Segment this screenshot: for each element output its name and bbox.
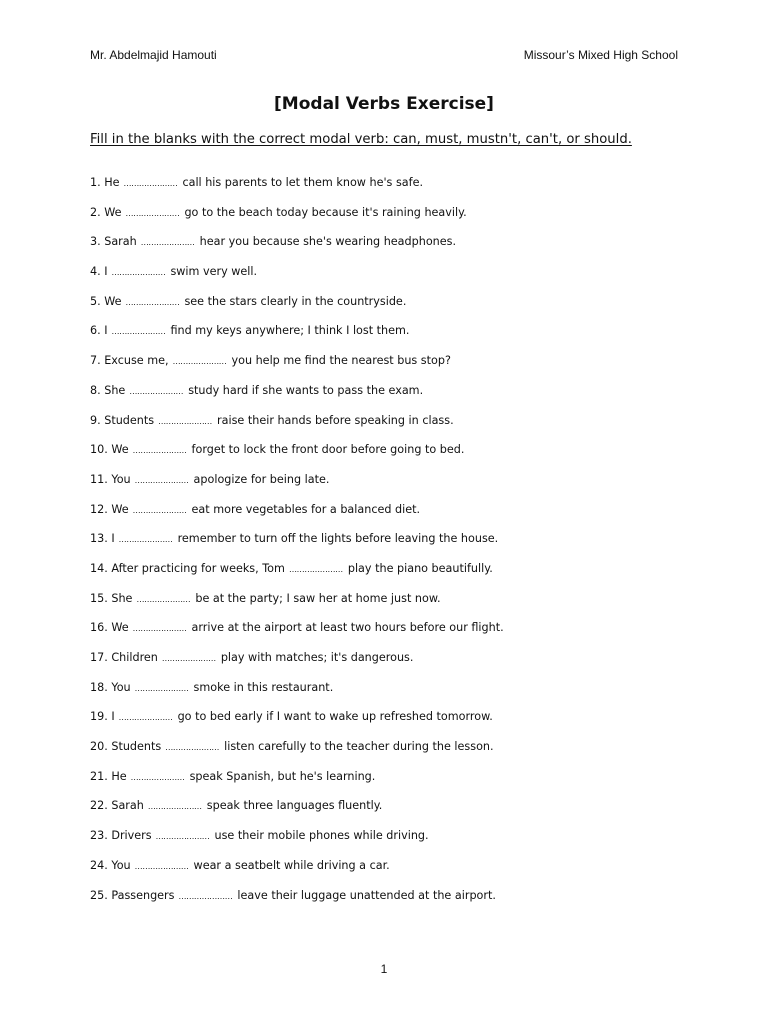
question-text-before: 23. Drivers — [90, 829, 152, 843]
question-item — [90, 739, 690, 769]
question-text-before: 22. Sarah — [90, 799, 144, 813]
question-item — [90, 561, 690, 591]
question-text-after: remember to turn off the lights before leaving the house. — [177, 532, 499, 546]
answer-blank: ………………… — [165, 743, 220, 753]
answer-blank: ………………… — [161, 654, 216, 663]
question-text-before: 19. I — [90, 710, 115, 724]
question-text-after: study hard if she wants to pass the exam. — [188, 383, 424, 397]
question-item — [90, 888, 690, 918]
question-text-after: see the stars clearly in the countryside. — [184, 294, 407, 308]
question-item — [90, 798, 690, 828]
question-text-before: 21. He — [90, 769, 127, 783]
question-text-before: 13. I — [90, 532, 115, 546]
question-text-before: 7. Excuse me, — [90, 354, 169, 368]
question-item — [90, 472, 690, 502]
question-item — [90, 323, 690, 353]
question-text-after: speak three languages fluently. — [206, 799, 383, 813]
question-item — [90, 294, 690, 324]
header-school: Missour’s Mixed High School — [523, 48, 678, 62]
answer-blank: ………………… — [123, 179, 178, 188]
question-text-after: eat more vegetables for a balanced diet. — [191, 502, 421, 516]
answer-blank: ………………… — [172, 357, 227, 367]
question-item — [90, 383, 690, 413]
question-item — [90, 413, 690, 443]
question-text-after: find my keys anywhere; I think I lost them. — [170, 324, 410, 338]
question-text-after: leave their luggage unattended at the airport. — [237, 888, 496, 902]
answer-blank: ………………… — [132, 446, 187, 456]
question-text-before: 9. Students — [90, 413, 155, 427]
question-text-after: listen carefully to the teacher during the lesson. — [224, 740, 494, 754]
question-text-before: 4. I — [90, 265, 108, 279]
answer-blank: ………………… — [132, 505, 187, 515]
question-text-before: 14. After practicing for weeks, Tom — [90, 561, 285, 575]
question-text-before: 17. Children — [90, 651, 158, 664]
header-author: Mr. Abdelmajid Hamouti — [90, 48, 217, 62]
question-text-before: 3. Sarah — [90, 235, 137, 249]
answer-blank: ………………… — [134, 683, 189, 693]
question-text-before: 1. He — [90, 176, 120, 189]
question-text-after: you help me find the nearest bus stop? — [231, 354, 451, 368]
question-item — [90, 769, 690, 799]
question-item — [90, 650, 690, 680]
page-title: [Modal Verbs Exercise] — [274, 94, 494, 114]
question-text-before: 6. I — [90, 324, 108, 338]
question-text-before: 20. Students — [90, 740, 162, 754]
question-text-before: 16. We — [90, 621, 129, 635]
question-text-after: forget to lock the front door before going to bed. — [191, 443, 465, 457]
answer-blank: ………………… — [140, 238, 195, 248]
question-item — [90, 442, 690, 472]
answer-blank: ………………… — [155, 832, 210, 842]
question-item — [90, 502, 690, 532]
question-text-before: 18. You — [90, 680, 131, 694]
question-item — [90, 620, 690, 650]
answer-blank: ………………… — [147, 802, 202, 812]
answer-blank: ………………… — [130, 772, 185, 782]
question-item — [90, 531, 690, 561]
question-text-after: wear a seatbelt while driving a car. — [193, 858, 390, 872]
question-item — [90, 709, 690, 739]
question-item — [90, 264, 690, 294]
question-text-before: 10. We — [90, 443, 129, 457]
answer-blank: ………………… — [125, 297, 180, 307]
question-text-after: speak Spanish, but he's learning. — [189, 769, 376, 783]
question-item — [90, 858, 690, 888]
answer-blank: ………………… — [288, 564, 343, 574]
question-item — [90, 591, 690, 621]
question-text-after: smoke in this restaurant. — [193, 680, 334, 694]
answer-blank: ………………… — [158, 416, 213, 426]
question-text-after: go to bed early if I want to wake up refreshed tomorrow. — [177, 710, 493, 724]
question-text-after: raise their hands before speaking in class. — [217, 413, 454, 427]
question-text-before: 15. She — [90, 591, 133, 605]
answer-blank: ………………… — [134, 475, 189, 485]
question-item — [90, 680, 690, 710]
question-item — [90, 828, 690, 858]
answer-blank: ………………… — [178, 891, 233, 901]
question-item — [90, 205, 690, 235]
question-text-before: 24. You — [90, 858, 131, 872]
question-text-after: use their mobile phones while driving. — [214, 829, 429, 843]
answer-blank: ………………… — [111, 327, 166, 337]
question-text-after: arrive at the airport at least two hours before our flight. — [191, 621, 504, 635]
question-text-after: be at the party; I saw her at home just now. — [195, 591, 441, 605]
answer-blank: ………………… — [118, 713, 173, 723]
answer-blank: ………………… — [118, 535, 173, 545]
question-text-before: 8. She — [90, 383, 126, 397]
answer-blank: ………………… — [132, 624, 187, 634]
page-number: 1 — [380, 962, 388, 976]
answer-blank: ………………… — [125, 208, 180, 218]
instructions: Fill in the blanks with the correct modal verb: can, must, mustn't, can't, or should. — [90, 132, 632, 147]
question-item — [90, 234, 690, 264]
question-text-before: 12. We — [90, 502, 129, 516]
answer-blank: ………………… — [129, 386, 184, 396]
question-text-after: play the piano beautifully. — [347, 561, 493, 575]
question-text-after: hear you because she's wearing headphones. — [199, 235, 457, 249]
answer-blank: ………………… — [134, 861, 189, 871]
answer-blank: ………………… — [111, 268, 166, 278]
answer-blank: ………………… — [136, 594, 191, 604]
question-text-before: 11. You — [90, 472, 131, 486]
question-text-after: go to the beach today because it's raining heavily. — [184, 205, 467, 219]
question-item — [90, 353, 690, 383]
question-text-after: swim very well. — [170, 265, 258, 279]
question-text-before: 2. We — [90, 205, 122, 219]
question-text-before: 5. We — [90, 294, 122, 308]
question-list — [90, 175, 690, 917]
question-text-after: call his parents to let them know he's safe. — [182, 176, 424, 189]
question-item — [90, 175, 690, 205]
question-text-after: play with matches; it's dangerous. — [220, 651, 414, 664]
question-text-after: apologize for being late. — [193, 472, 330, 486]
question-text-before: 25. Passengers — [90, 888, 175, 902]
